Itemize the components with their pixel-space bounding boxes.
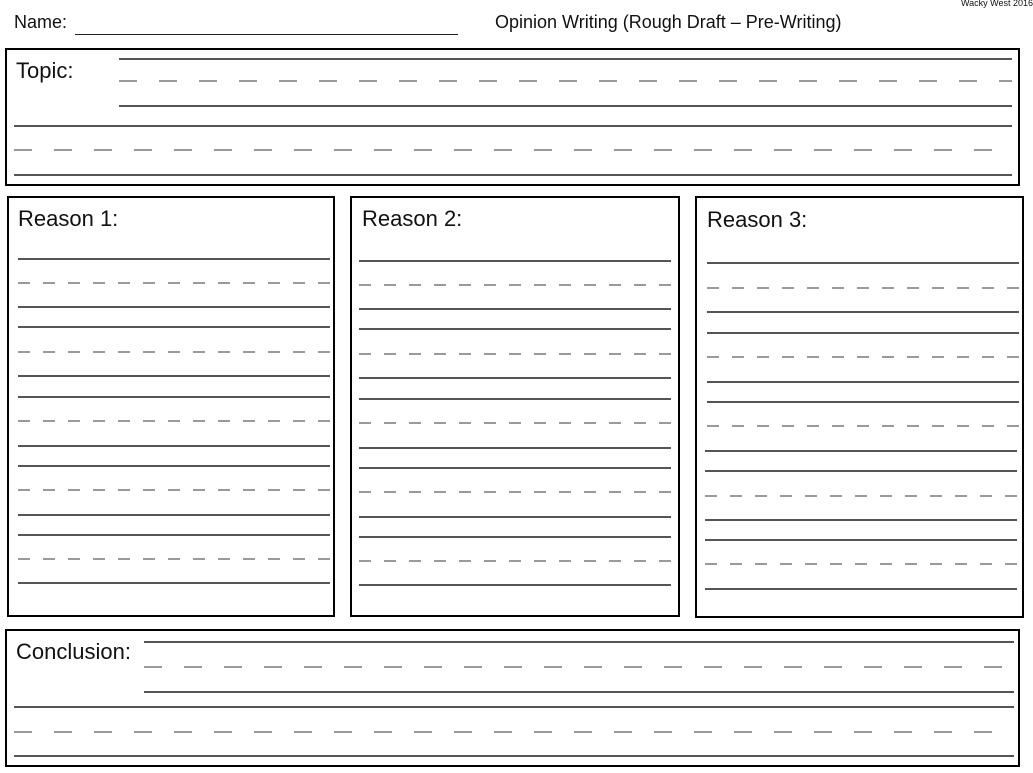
reason1-dash	[18, 351, 330, 353]
reason3-line	[705, 539, 1017, 541]
reason1-line	[18, 396, 330, 398]
name-label: Name:	[14, 12, 68, 32]
reason3-box[interactable]	[695, 196, 1024, 618]
reason1-line	[18, 375, 330, 377]
reason2-line	[359, 328, 671, 330]
topic-label: Topic:	[16, 58, 74, 83]
reason1-line	[18, 326, 330, 328]
reason1-line	[18, 514, 330, 516]
reason3-dash	[705, 495, 1017, 497]
reason2-dash	[359, 491, 671, 493]
reason2-line	[359, 377, 671, 379]
name-write-line[interactable]	[75, 34, 458, 35]
reason3-line	[707, 332, 1019, 334]
reason2-line	[359, 260, 671, 262]
reason2-line	[359, 467, 671, 469]
reason3-line	[705, 588, 1017, 590]
conclusion-box[interactable]	[5, 629, 1020, 767]
reason3-line	[705, 470, 1017, 472]
conclusion-label: Conclusion:	[16, 639, 131, 664]
reason3-line	[707, 401, 1019, 403]
reason2-line	[359, 398, 671, 400]
reason2-dash	[359, 284, 671, 286]
reason1-dash	[18, 282, 330, 284]
credit-text: Wacky West 2016	[960, 0, 1033, 8]
reason2-line	[359, 308, 671, 310]
conclusion-line-base	[144, 691, 1014, 693]
reason1-dash	[18, 558, 330, 560]
reason1-dash	[18, 420, 330, 422]
reason1-label: Reason 1:	[18, 206, 119, 231]
conclusion-line-top-2	[14, 706, 1014, 708]
reason2-label: Reason 2:	[362, 206, 463, 231]
topic-line-top-2	[14, 125, 1012, 127]
reason2-dash	[359, 422, 671, 424]
reason2-line	[359, 447, 671, 449]
reason3-line	[707, 262, 1019, 264]
conclusion-line-dash-2	[14, 731, 1014, 733]
topic-line-dash-2	[14, 149, 1012, 151]
reason3-line	[705, 519, 1017, 521]
conclusion-line-top	[144, 641, 1014, 643]
reason1-line	[18, 258, 330, 260]
topic-line-dash	[119, 80, 1012, 82]
reason2-dash	[359, 353, 671, 355]
reason3-line	[705, 450, 1017, 452]
topic-box[interactable]	[5, 48, 1020, 186]
reason2-line	[359, 536, 671, 538]
reason3-line	[707, 311, 1019, 313]
reason3-dash	[707, 425, 1019, 427]
reason1-line	[18, 582, 330, 584]
reason1-box[interactable]	[7, 196, 335, 617]
reason1-line	[18, 445, 330, 447]
reason2-line	[359, 516, 671, 518]
reason2-dash	[359, 560, 671, 562]
topic-line-base-2	[14, 174, 1012, 176]
conclusion-line-dash	[144, 666, 1014, 668]
topic-line-base	[119, 105, 1012, 107]
reason3-dash	[705, 563, 1017, 565]
reason3-line	[707, 381, 1019, 383]
page-title: Opinion Writing (Rough Draft – Pre-Writing)	[495, 12, 842, 32]
reason1-line	[18, 465, 330, 467]
topic-line-top	[119, 58, 1012, 60]
reason3-dash	[707, 287, 1019, 289]
conclusion-line-base-2	[14, 755, 1014, 757]
reason2-line	[359, 584, 671, 586]
reason2-box[interactable]	[350, 196, 680, 617]
reason3-dash	[707, 356, 1019, 358]
reason3-label: Reason 3:	[707, 207, 808, 232]
reason1-line	[18, 306, 330, 308]
reason1-dash	[18, 489, 330, 491]
reason1-line	[18, 534, 330, 536]
